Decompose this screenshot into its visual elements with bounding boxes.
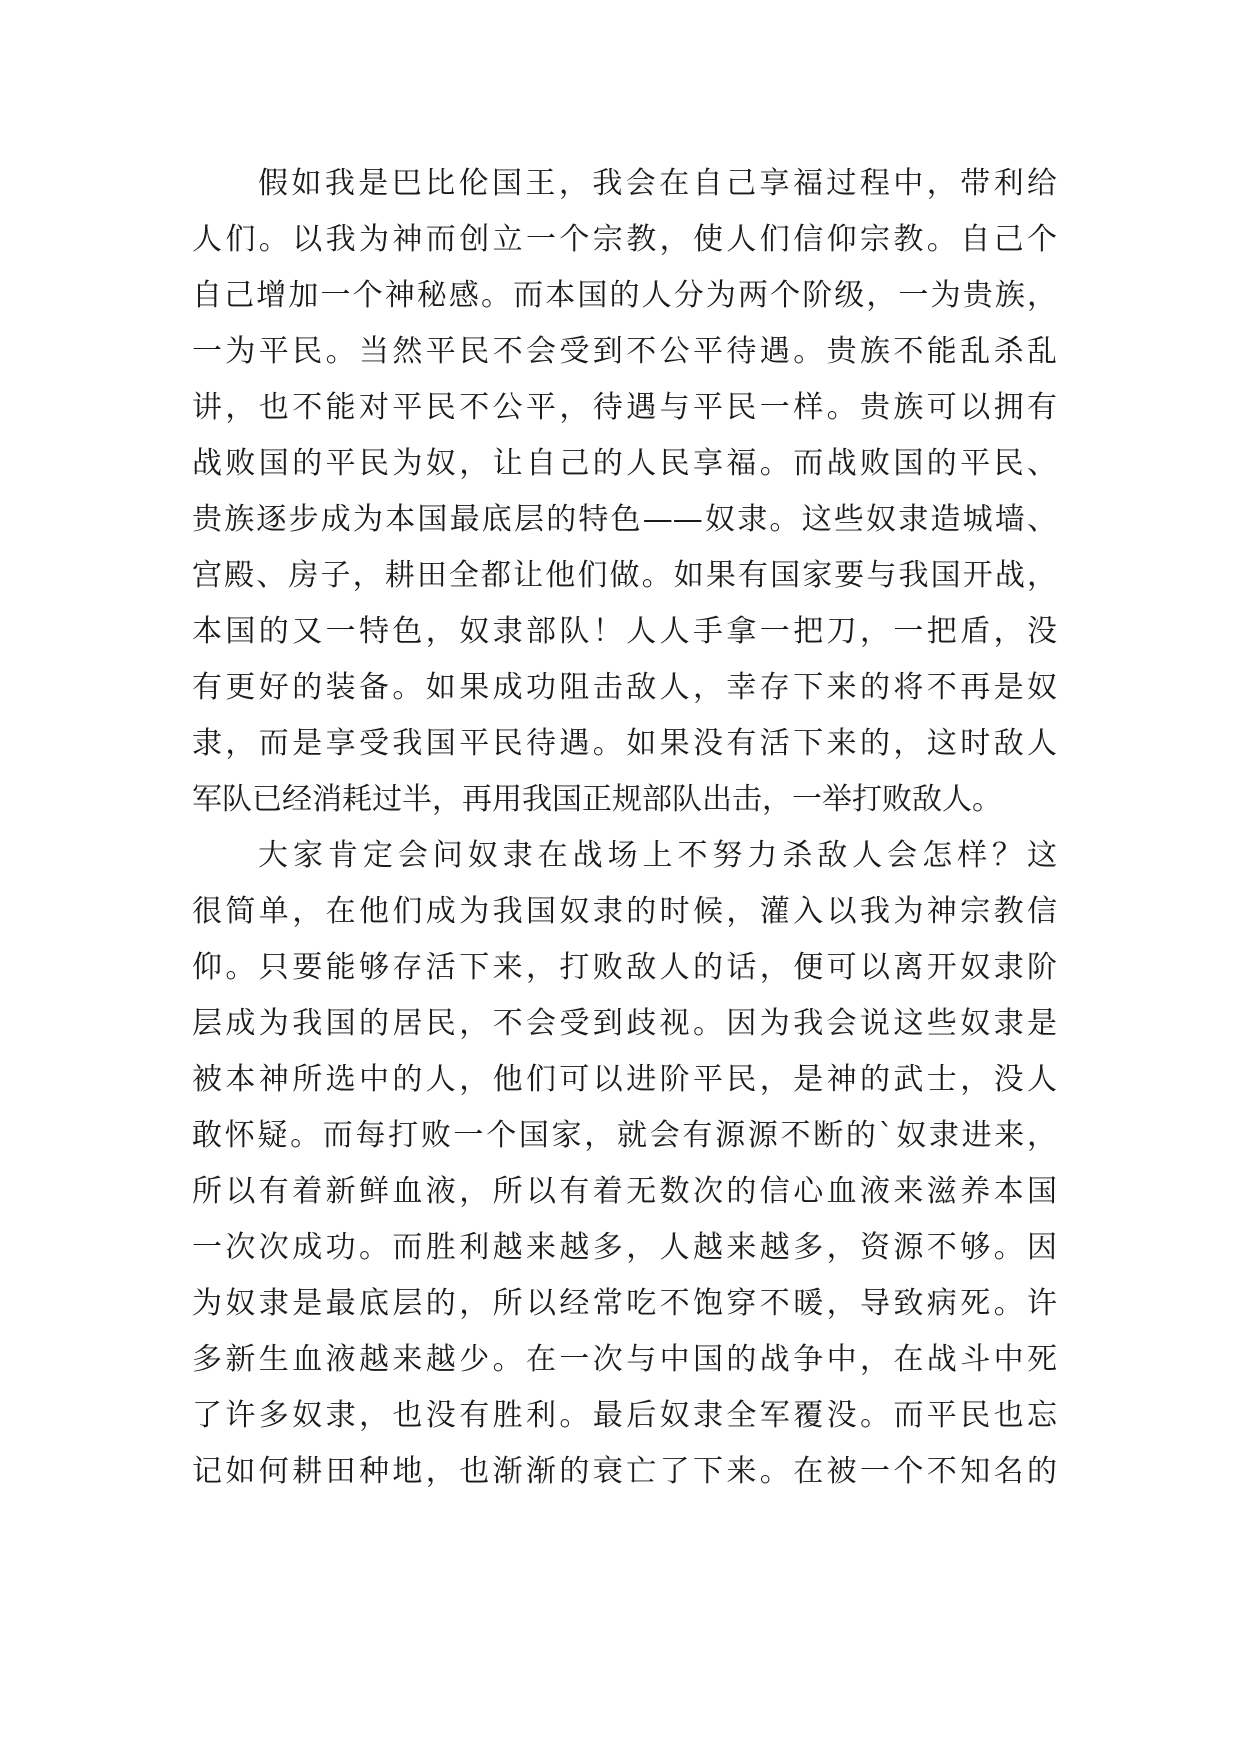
paragraph-2-line-3: 仰。只要能够存活下来，打败敌人的话，便可以离开奴隶阶 — [192, 950, 1057, 985]
paragraph-2-line-8: 一次次成功。而胜利越来越多，人越来越多，资源不够。因 — [192, 1230, 1057, 1265]
paragraph-1-line-11: 隶，而是享受我国平民待遇。如果没有活下来的，这时敌人 — [192, 726, 1057, 761]
paragraph-2-line-9: 为奴隶是最底层的，所以经常吃不饱穿不暖，导致病死。许 — [192, 1286, 1057, 1321]
paragraph-1-line-7: 贵族逐步成为本国最底层的特色——奴隶。这些奴隶造城墙、 — [192, 502, 1057, 537]
paragraph-1-line-9: 本国的又一特色，奴隶部队！人人手拿一把刀，一把盾，没 — [192, 614, 1057, 649]
paragraph-1-line-1: 假如我是巴比伦国王，我会在自己享福过程中，带利给 — [258, 166, 1057, 201]
paragraph-1-line-2: 人们。以我为神而创立一个宗教，使人们信仰宗教。自己个 — [192, 222, 1057, 257]
paragraph-2-line-6: 敢怀疑。而每打败一个国家，就会有源源不断的`奴隶进来， — [192, 1118, 1057, 1153]
paragraph-2-line-2: 很简单，在他们成为我国奴隶的时候，灌入以我为神宗教信 — [192, 894, 1057, 929]
paragraph-1-line-3: 自己增加一个神秘感。而本国的人分为两个阶级，一为贵族， — [192, 278, 1057, 313]
paragraph-2-line-7: 所以有着新鲜血液，所以有着无数次的信心血液来滋养本国 — [192, 1174, 1057, 1209]
paragraph-1-line-12: 军队已经消耗过半，再用我国正规部队出击，一举打败敌人。 — [192, 782, 1002, 817]
paragraph-1-line-6: 战败国的平民为奴，让自己的人民享福。而战败国的平民、 — [192, 446, 1057, 481]
paragraph-2-line-4: 层成为我国的居民，不会受到歧视。因为我会说这些奴隶是 — [192, 1006, 1057, 1041]
paragraph-2-line-12: 记如何耕田种地，也渐渐的衰亡了下来。在被一个不知名的 — [192, 1454, 1057, 1489]
paragraph-2-line-10: 多新生血液越来越少。在一次与中国的战争中，在战斗中死 — [192, 1342, 1057, 1377]
paragraph-1-line-5: 讲，也不能对平民不公平，待遇与平民一样。贵族可以拥有 — [192, 390, 1057, 425]
paragraph-2-line-5: 被本神所选中的人，他们可以进阶平民，是神的武士，没人 — [192, 1062, 1057, 1097]
paragraph-2-line-11: 了许多奴隶，也没有胜利。最后奴隶全军覆没。而平民也忘 — [192, 1398, 1057, 1433]
paragraph-1-line-8: 宫殿、房子，耕田全都让他们做。如果有国家要与我国开战， — [192, 558, 1057, 593]
paragraph-1-line-4: 一为平民。当然平民不会受到不公平待遇。贵族不能乱杀乱 — [192, 334, 1057, 369]
paragraph-1-line-10: 有更好的装备。如果成功阻击敌人，幸存下来的将不再是奴 — [192, 670, 1057, 705]
paragraph-2-line-1: 大家肯定会问奴隶在战场上不努力杀敌人会怎样？这 — [258, 838, 1057, 873]
